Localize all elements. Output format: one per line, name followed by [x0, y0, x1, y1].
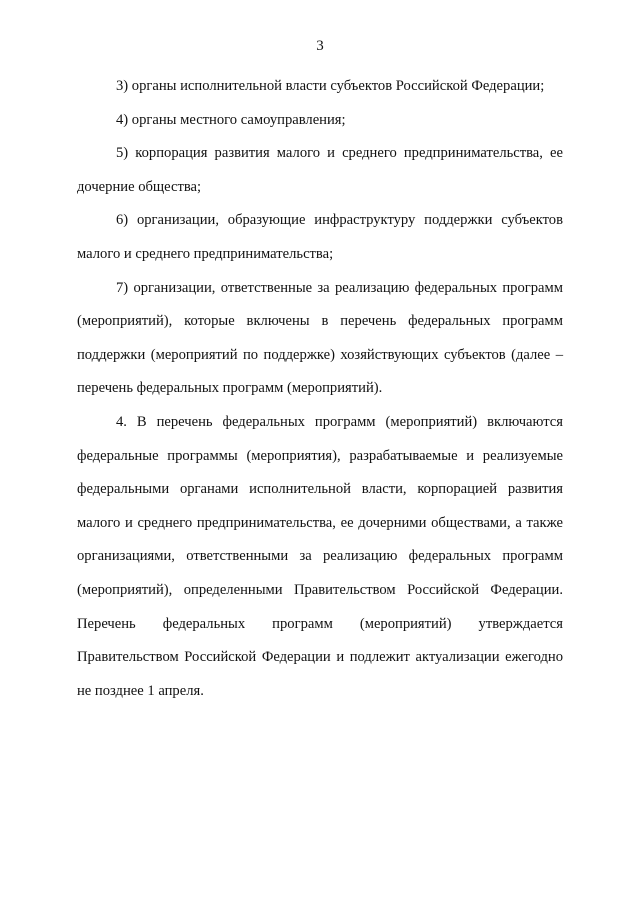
paragraph-clause-4: 4. В перечень федеральных программ (мероприятий) включаются федеральные программы (мероприятия), разрабатываемые и реализуемые федеральными органами исполнительной власти, корпорацией развития малого и среднего предпринимательства, ее дочерними обществами, а также организациями, ответственными за реализацию федеральных программ (мероприятий), определенными Правительством Российской Федерации. Перечень федеральных программ (мероприятий) утверждается Правительством Российской Федерации и подлежит актуализации ежегодно не позднее 1 апреля.: [77, 413, 563, 699]
paragraph-item-4: 4) органы местного самоуправления;: [116, 111, 346, 128]
document-body: [77, 70, 563, 708]
page-number: 3: [316, 38, 324, 54]
paragraph-item-7: 7) организации, ответственные за реализацию федеральных программ (мероприятий), которые включены в перечень федеральных программ поддержки (мероприятий по поддержке) хозяйствующих субъектов (далее – перечень федеральных программ (мероприятий).: [77, 279, 563, 397]
paragraph-item-5: 5) корпорация развития малого и среднего предпринимательства, ее дочерние общества;: [77, 145, 563, 195]
paragraph-item-6: 6) организации, образующие инфраструктуру поддержки субъектов малого и среднего предпринимательства;: [77, 212, 563, 262]
paragraph-item-3: 3) органы исполнительной власти субъектов Российской Федерации;: [116, 78, 545, 94]
